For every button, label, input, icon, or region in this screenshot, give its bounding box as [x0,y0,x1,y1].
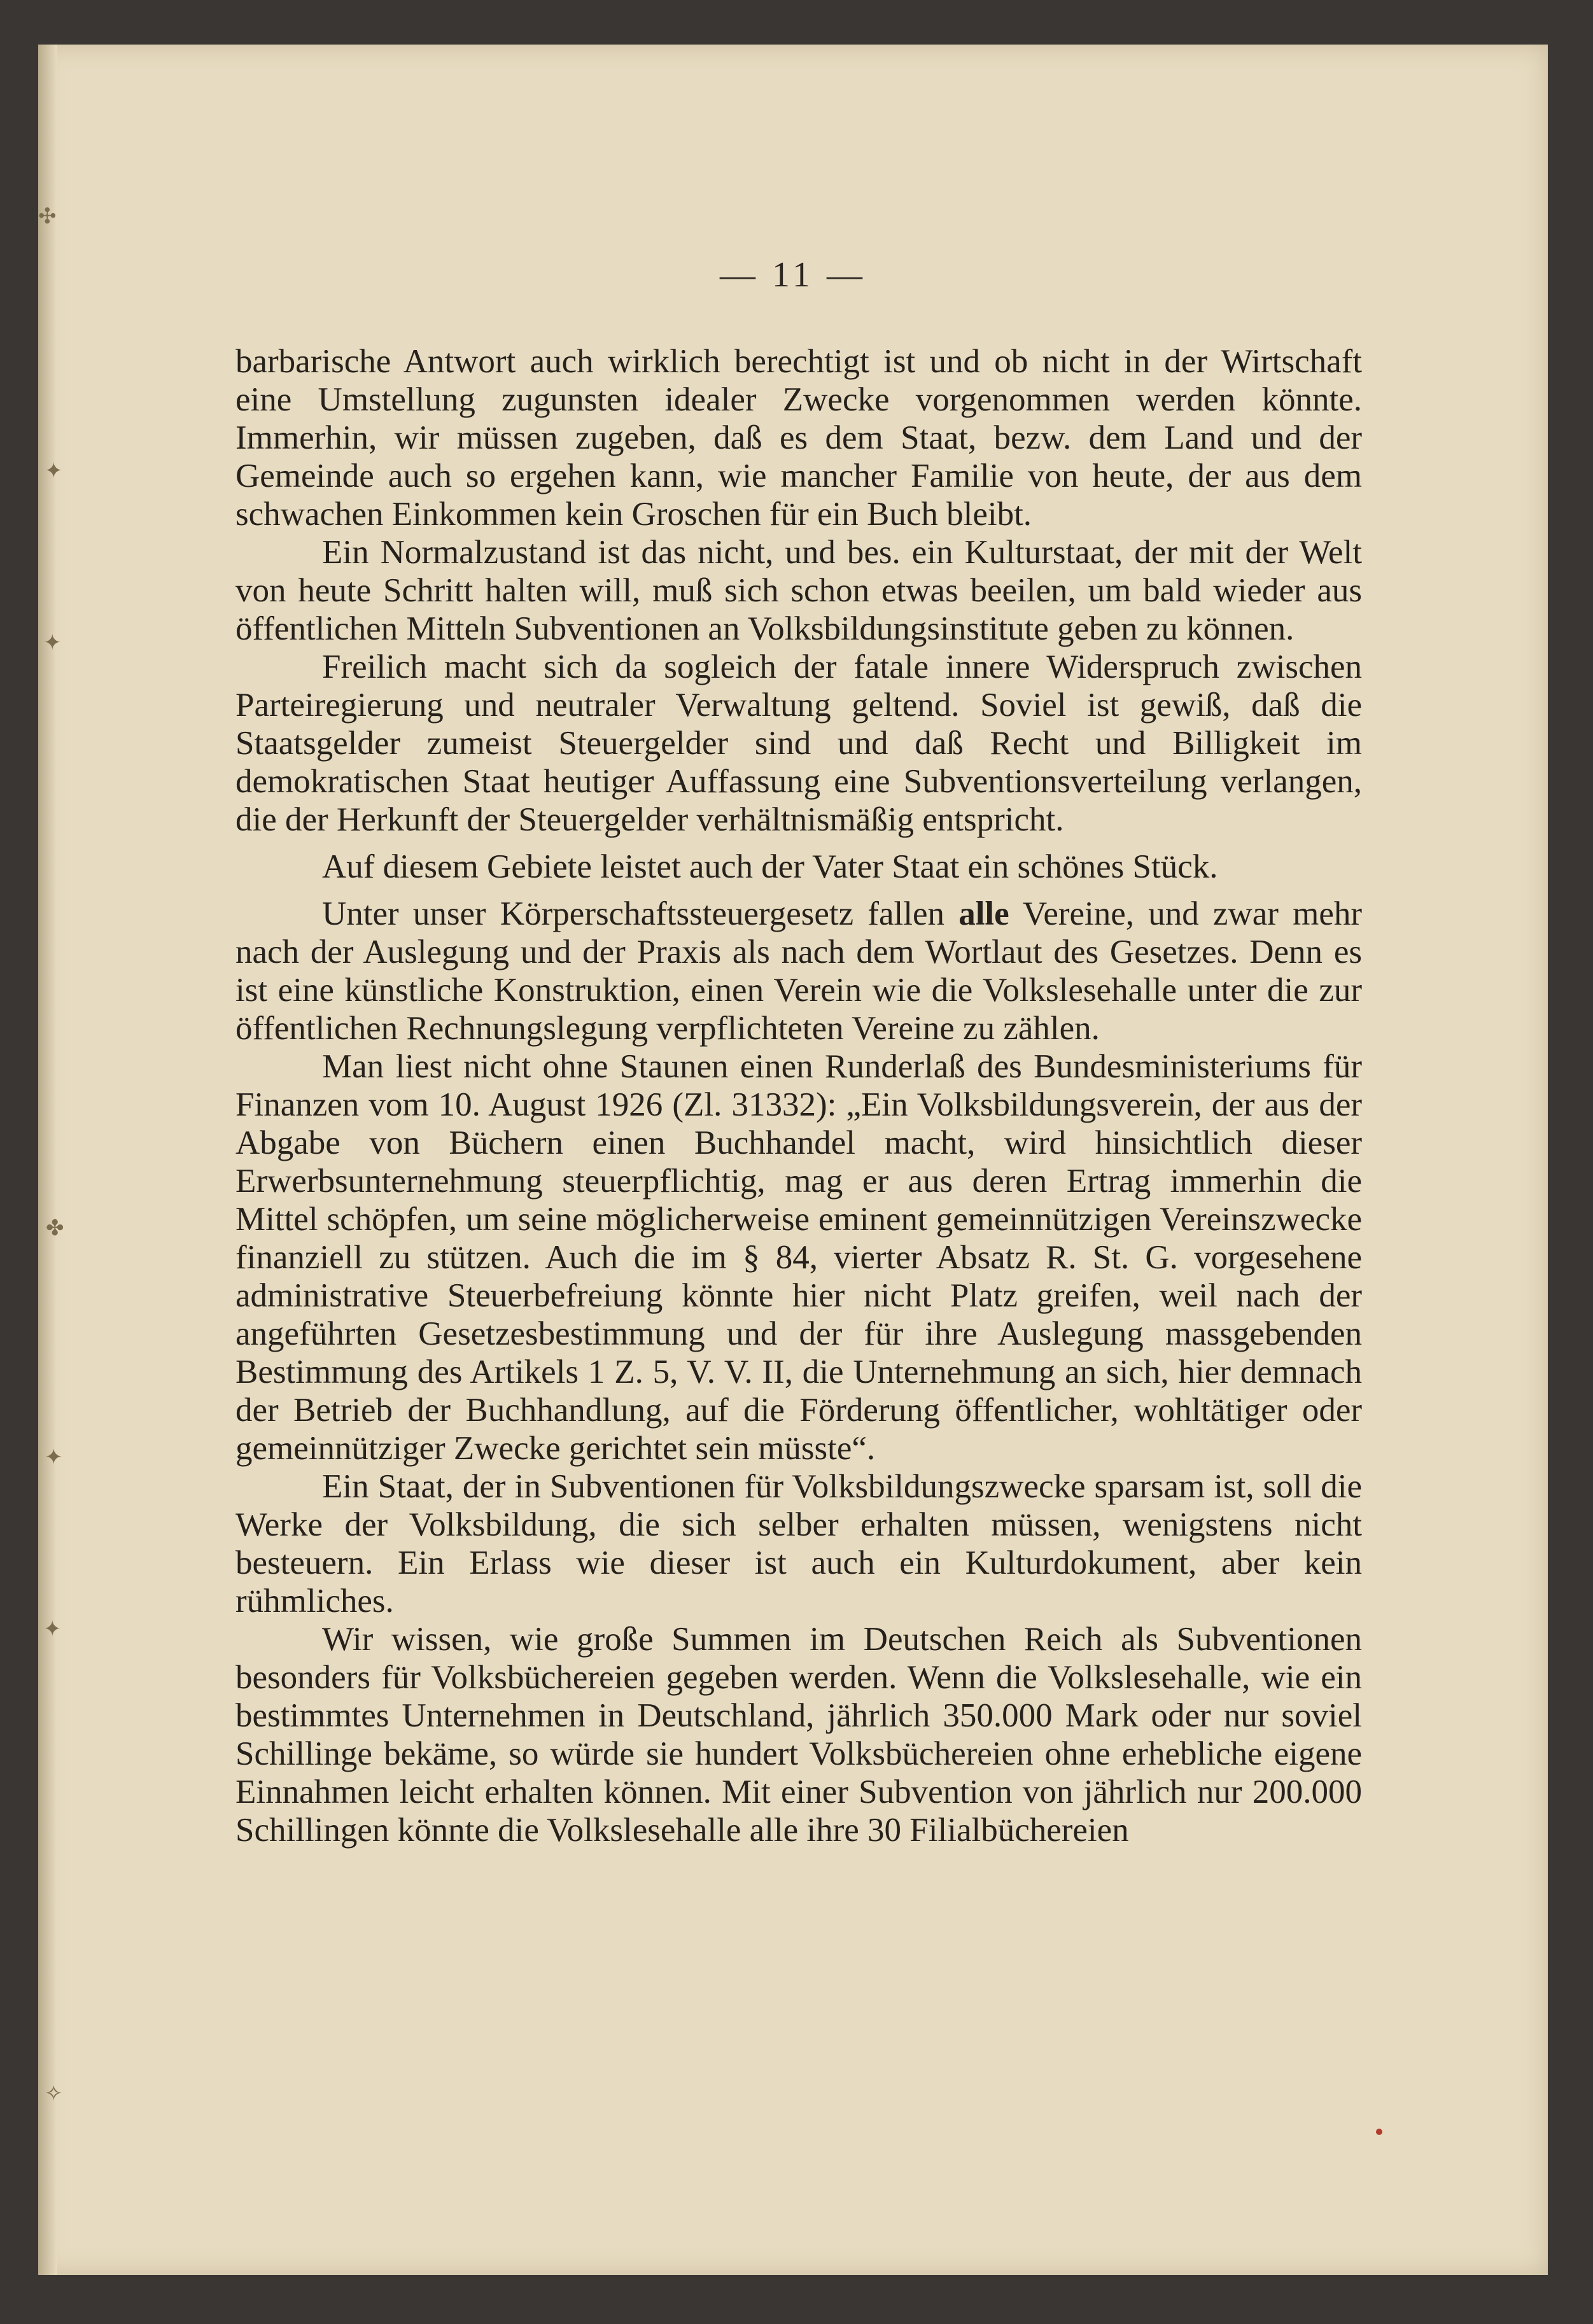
paragraph: Ein Normalzustand ist das nicht, und bes. ein Kulturstaat, der mit der Welt von heute Schritt halten will, muß sich schon etwas beeilen, um bald wieder aus öffentlichen Mitteln Subventionen an Volksbildungsinstitute geben zu können. [235,534,1362,647]
margin-mark: ✦ [43,631,62,655]
paragraph: Man liest nicht ohne Staunen einen Runderlaß des Bundesministeriums für Finanzen vom 10. August 1926 (Zl. 31332): „Ein Volksbildungsverein, der aus der Abgabe von Büchern einen Buchhandel macht, wird hinsichtlich dieser Erwerbsunternehmung steuerpflichtig, mag er aus deren Ertrag immerhin die Mittel schöpfen, um seine möglicherweise eminent gemeinnützigen Vereinszwecke finanziell zu stützen. Auch die im § 84, vierter Absatz R. St. G. vorgesehene administrative Steuerbefreiung könnte hier nicht Platz greifen, weil nach der angeführten Gesetzesbestimmung und der für ihre Auslegung massgebenden Bestimmung des Artikels 1 Z. 5, V. V. II, die Unternehmung an sich, hier demnach der Betrieb der Buchhandlung, auf die Förderung öffentlicher, wohltätiger oder gemeinnütziger Zwecke gerichtet sein müsste“. [235,1048,1362,1467]
page-binding-edge [38,45,57,2275]
paragraph: Freilich macht sich da sogleich der fatale innere Widerspruch zwischen Parteiregierung und neutraler Verwaltung geltend. Soviel ist gewiß, daß die Staatsgelder zumeist Steuergelder sind und daß Recht und Billigkeit im demokratischen Staat heutiger Auffassung eine Subventionsverteilung verlangen, die der Herkunft der Steuergelder verhältnismäßig entspricht. [235,648,1362,838]
margin-mark: ✦ [43,1618,62,1641]
ink-dot [1376,2129,1382,2135]
margin-mark: ✦ [45,1446,63,1469]
paragraph: Wir wissen, wie große Summen im Deutschen Reich als Subventionen besonders für Volksbüchereien gegeben werden. Wenn die Volkslesehalle, wie ein bestimmtes Unternehmen in Deutschland, jährlich 350.000 Mark oder nur soviel Schillinge bekäme, so würde sie hundert Volksbüchereien ohne erhebliche eigene Einnahmen leicht erhalten können. Mit einer Subvention von jährlich nur 200.000 Schillingen könnte die Volkslesehalle alle ihre 30 Filialbüchereien [235,1621,1362,1849]
paragraph-text: Unter unser Körperschaftssteuergesetz fallen [322,895,959,932]
book-page [38,45,1548,2275]
body-text [235,342,1362,1849]
emphasis-text: alle [958,895,1009,932]
page-number: — 11 — [720,255,866,295]
margin-mark: ✤ [46,1217,64,1240]
paragraph-text: Vereine, und zwar mehr nach der Auslegung und der Praxis als nach dem Wortlaut des Gesetzes. Denn es ist eine künstliche Konstruktion, einen Verein wie die Volkslesehalle unter die zur öffentlichen Rechnungslegung verpflichteten Vereine zu zählen. [235,895,1362,1047]
paragraph: Auf diesem Gebiete leistet auch der Vater Staat ein schönes Stück. [322,848,1218,885]
margin-mark: ✧ [45,2082,63,2106]
margin-mark: ✣ [38,205,57,228]
margin-mark: ✦ [45,459,63,483]
paragraph: barbarische Antwort auch wirklich berechtigt ist und ob nicht in der Wirtschaft eine Umstellung zugunsten idealer Zwecke vorgenommen werden könnte. Immerhin, wir müssen zugeben, daß es dem Staat, bezw. dem Land und der Gemeinde auch so ergehen kann, wie mancher Familie von heute, der aus dem schwachen Einkommen kein Groschen für ein Buch bleibt. [235,343,1362,533]
paragraph [235,895,1362,1047]
paragraph: Ein Staat, der in Subventionen für Volksbildungszwecke sparsam ist, soll die Werke der Volksbildung, die sich selber erhalten müssen, wenigstens nicht besteuern. Ein Erlass wie dieser ist auch ein Kulturdokument, aber kein rühmliches. [235,1468,1362,1620]
